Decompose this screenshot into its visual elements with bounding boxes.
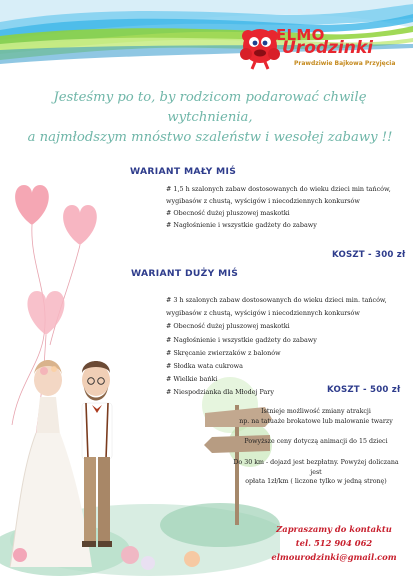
- heart-balloon-icon: [27, 291, 64, 335]
- variant-1-price: KOSZT - 300 zł: [332, 250, 406, 260]
- feature-item: # Nagłośnienie i wszystkie gadżety do zabawy: [166, 335, 317, 344]
- logo: [236, 22, 406, 82]
- contact-phone[interactable]: tel. 512 904 062: [295, 538, 373, 548]
- headline-line-2: a najmłodszym mnóstwo szaleństw i wesołej zabawy !!: [27, 130, 393, 145]
- feature-item: wygibasów z chustą, wyścigów i niecodziennych konkursów: [166, 196, 360, 205]
- note-attraction-change: [228, 407, 404, 426]
- note-line: Powyższe ceny dotyczą animacji do 15 dzieci: [244, 438, 388, 445]
- variant-2-title: WARIANT DUŻY MIŚ: [131, 268, 239, 279]
- feature-item: # 1,5 h szalonych zabaw dostosowanych do wieku dzieci min tańców,: [166, 185, 391, 193]
- headline: [20, 88, 400, 148]
- contact-email[interactable]: elmourodzinki@gmail.com: [271, 552, 397, 562]
- contact-block: [256, 522, 412, 564]
- feature-item: # Wielkie bańki: [166, 375, 218, 384]
- logo-brand-top: ELMO: [276, 26, 325, 44]
- note-line: np. na tatuaże brokatowe lub malowanie twarzy: [239, 417, 393, 425]
- feature-item: # Skręcanie zwierzaków z balonów: [166, 348, 281, 357]
- feature-item: wygibasów z chustą, wyścigów i niecodziennych konkursów: [166, 309, 360, 318]
- headline-line-1: Jesteśmy po to, by rodzicom podarować chwilę wytchnienia,: [53, 90, 367, 125]
- note-line: Istnieje możliwość zmiany atrakcji: [261, 408, 371, 415]
- note-prices: [228, 437, 404, 447]
- heart-balloon-icon: [63, 205, 97, 245]
- logo-tagline: Prawdziwie Bajkowa Przyjęcia: [294, 60, 396, 67]
- feature-item: # Słodka wata cukrowa: [166, 362, 243, 371]
- variant-2-features: [166, 294, 387, 400]
- contact-invite: Zapraszamy do kontaktu: [276, 524, 392, 534]
- heart-balloon-icon: [15, 185, 49, 225]
- note-travel: [228, 458, 404, 487]
- variant-1-title: WARIANT MAŁY MIŚ: [130, 166, 237, 177]
- note-line: opłata 1zł/km ( liczone tylko w jedną stronę): [245, 478, 387, 485]
- note-line: Do 30 km - dojazd jest bezpłatny. Powyżej doliczana jest: [233, 459, 399, 476]
- logo-brand-bottom: Urodzinki: [282, 38, 373, 58]
- variant-1-features: [166, 184, 391, 231]
- feature-item: # 3 h szalonych zabaw dostosowanych do wieku dzieci min. tańców,: [166, 296, 387, 304]
- variant-2-price: KOSZT - 500 zł: [327, 385, 401, 395]
- feature-item: # Obecność dużej pluszowej maskotki: [166, 209, 290, 217]
- feature-item: # Obecność dużej pluszowej maskotki: [166, 322, 290, 331]
- feature-item: # Nagłośnienie i wszystkie gadżety do zabawy: [166, 220, 317, 229]
- feature-item: # Niespodzianka dla Młodej Pary: [166, 388, 274, 397]
